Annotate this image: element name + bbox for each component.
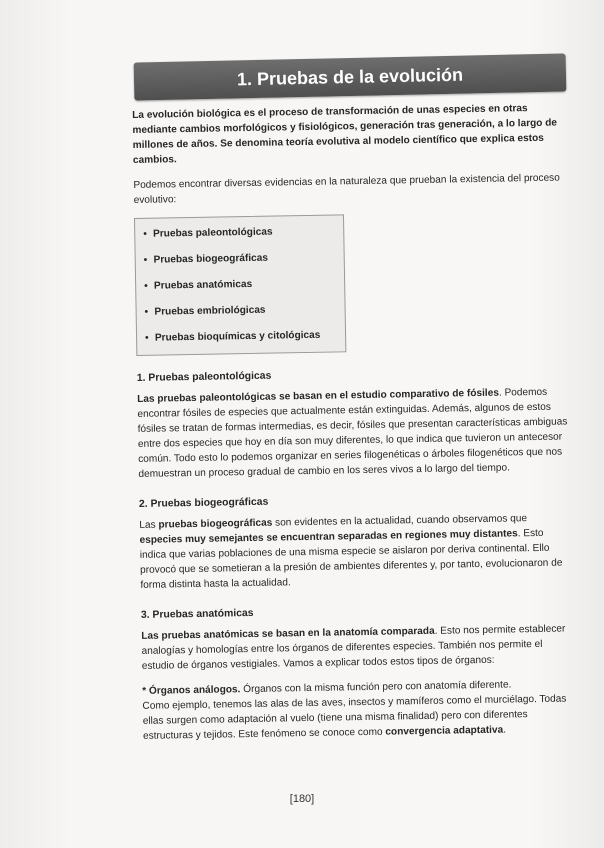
section-paragraph-bio: Las pruebas biogeográficas son evidentes en la actualidad, cuando observamos que especies muy semejantes se encuentran separadas en regiones muy distantes. Esto indica que varias poblaciones de una misma especie se aislaron por deriva continental. Ello provocó que se sometieran a la presión de ambientes diferentes y, por tanto, evolucionaron de forma distinta hasta la actualidad.: [139, 513, 563, 591]
bullet-icon: •: [143, 254, 148, 266]
bullet-icon: •: [144, 332, 149, 344]
evidence-item: • Pruebas bioquímicas y citológicas: [145, 322, 337, 351]
page-title: 1. Pruebas de la evolución: [134, 53, 567, 100]
organ-paragraph: * Órganos análogos. Órganos con la misma función pero con anatomía diferente. Como ejemplo, tenemos las alas de las aves, insectos y mamíferos como el murciélago. Todas ellas surgen como adaptación al vuelo (tiene una misma finalidad) pero con diferentes estructuras y tejidos. Este fenómeno se conoce como convergencia adaptativa.: [142, 679, 567, 742]
evidence-item: • Pruebas embriológicas: [144, 296, 336, 325]
evidence-paragraph: Podemos encontrar diversas evidencias en la naturaleza que prueban la existencia del proceso evolutivo:: [133, 172, 560, 206]
evidence-item: • Pruebas anatómicas: [144, 270, 336, 299]
section-paragraph-paleo: Las pruebas paleontológicas se basan en el estudio comparativo de fósiles. Podemos encontrar fósiles de especies que actualmente están extinguidas. Además, algunos de estos fósiles se tratan de formas intermedias, es decir, fósiles que presentan características ambiguas entre dos especies que hoy en día son muy diferentes, lo que indica que tuvieron un antecesor común. Todo esto lo podemos organizar en series filogenéticas o árboles filogenéticos que nos demuestran un proceso gradual de cambio en los seres vivos a lo largo del tiempo.: [137, 386, 568, 480]
evidence-item: • Pruebas paleontológicas: [143, 218, 335, 247]
evidence-item: • Pruebas biogeográficas: [144, 244, 336, 273]
intro-paragraph: La evolución biológica es el proceso de transformación de unas especies en otras mediante cambios morfológicos y fisiológicos, generación tras generación, a lo largo de millones de años. Se denomina teoría evolutiva al modelo científico que explica estos cambios.: [132, 103, 558, 166]
bullet-icon: •: [144, 280, 148, 292]
bullet-icon: •: [143, 228, 147, 240]
page-number: [180]: [289, 793, 315, 805]
section-heading-anat: 3. Pruebas anatómicas: [140, 607, 254, 621]
evidence-box: [134, 214, 346, 356]
content-body: [132, 96, 575, 743]
section-heading-paleo: 1. Pruebas paleontológicas: [136, 370, 272, 384]
bullet-icon: •: [144, 306, 149, 318]
section-paragraph-anat: Las pruebas anatómicas se basan en la anatomía comparada. Esto nos permite establecer analogías y homologías entre los órganos de diferentes especies. También nos permite el estudio de órganos vestigiales. Vamos a explicar todos estos tipos de órganos:: [141, 623, 566, 672]
section-heading-bio: 2. Pruebas biogeográficas: [138, 496, 269, 510]
